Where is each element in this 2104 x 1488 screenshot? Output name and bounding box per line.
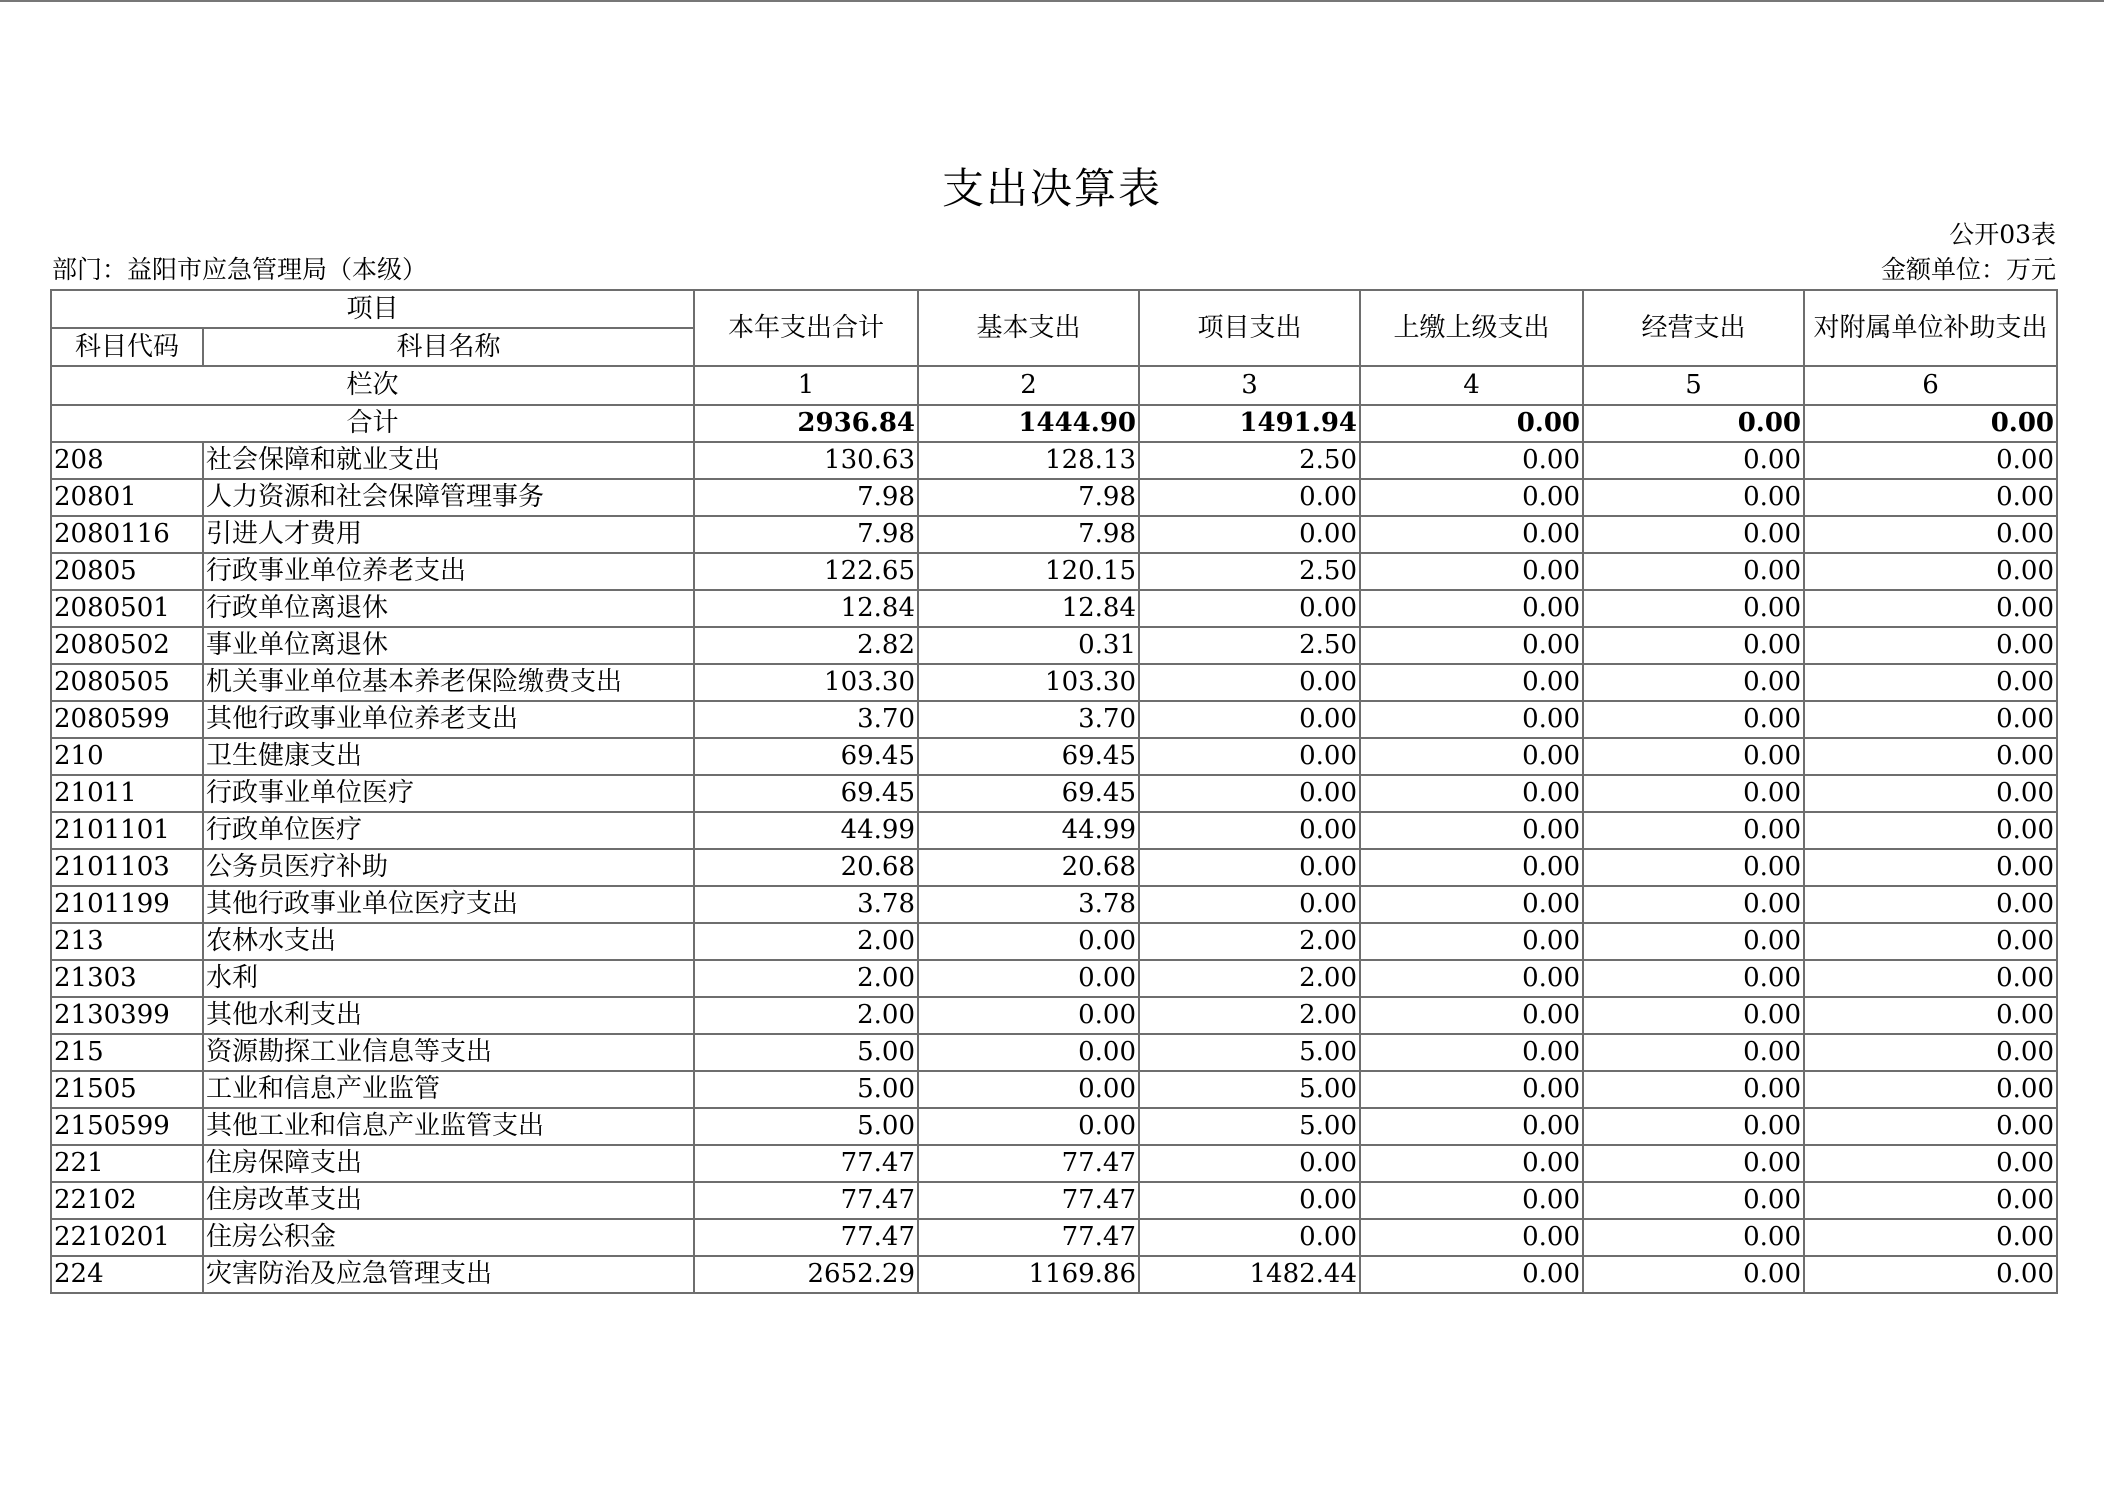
subject-name: 引进人才费用 <box>203 516 694 553</box>
amount-cell: 77.47 <box>918 1145 1139 1182</box>
form-number: 公开03表 <box>1949 220 2056 249</box>
amount-cell: 0.00 <box>1804 960 2057 997</box>
report-title: 支出决算表 <box>941 164 1162 213</box>
amount-cell: 0.00 <box>1804 886 2057 923</box>
total-value: 0.00 <box>1360 405 1583 442</box>
subject-code: 221 <box>51 1145 203 1182</box>
amount-cell: 0.00 <box>1139 812 1360 849</box>
table-row <box>51 1256 2057 1293</box>
amount-cell: 2.82 <box>694 627 918 664</box>
amount-cell: 0.00 <box>1360 960 1583 997</box>
amount-cell: 2652.29 <box>694 1256 918 1293</box>
amount-cell: 3.78 <box>918 886 1139 923</box>
total-value: 0.00 <box>1804 405 2057 442</box>
subject-name: 其他行政事业单位医疗支出 <box>203 886 694 923</box>
amount-cell: 0.00 <box>1583 1256 1804 1293</box>
amount-cell: 0.00 <box>1583 664 1804 701</box>
header-name: 科目名称 <box>203 328 694 366</box>
amount-cell: 0.00 <box>1583 775 1804 812</box>
amount-cell: 0.00 <box>1804 553 2057 590</box>
amount-cell: 103.30 <box>694 664 918 701</box>
total-value: 1444.90 <box>918 405 1139 442</box>
amount-cell: 20.68 <box>694 849 918 886</box>
column-number: 1 <box>694 366 918 405</box>
amount-cell: 69.45 <box>694 738 918 775</box>
subject-name: 资源勘探工业信息等支出 <box>203 1034 694 1071</box>
subject-name: 社会保障和就业支出 <box>203 442 694 479</box>
subject-code: 2101101 <box>51 812 203 849</box>
amount-cell: 5.00 <box>694 1034 918 1071</box>
amount-cell: 44.99 <box>694 812 918 849</box>
amount-cell: 0.00 <box>1139 590 1360 627</box>
subject-code: 2101199 <box>51 886 203 923</box>
amount-cell: 0.00 <box>1804 701 2057 738</box>
subject-name: 水利 <box>203 960 694 997</box>
amount-cell: 20.68 <box>918 849 1139 886</box>
amount-cell: 0.00 <box>1804 997 2057 1034</box>
amount-cell: 0.00 <box>1139 886 1360 923</box>
amount-cell: 7.98 <box>918 516 1139 553</box>
table-row <box>51 1071 2057 1108</box>
table-row <box>51 479 2057 516</box>
total-value: 1491.94 <box>1139 405 1360 442</box>
top-border-line <box>0 0 2104 2</box>
subject-code: 20801 <box>51 479 203 516</box>
table-row <box>51 849 2057 886</box>
amount-cell: 0.00 <box>1804 1034 2057 1071</box>
amount-cell: 69.45 <box>694 775 918 812</box>
amount-cell: 0.00 <box>1583 1071 1804 1108</box>
amount-cell: 3.78 <box>694 886 918 923</box>
amount-cell: 77.47 <box>694 1145 918 1182</box>
subject-name: 其他水利支出 <box>203 997 694 1034</box>
subject-code: 20805 <box>51 553 203 590</box>
header-item: 项目 <box>51 290 694 328</box>
amount-cell: 0.00 <box>1804 1182 2057 1219</box>
amount-cell: 3.70 <box>918 701 1139 738</box>
amount-cell: 0.00 <box>1139 664 1360 701</box>
amount-cell: 0.00 <box>1360 1219 1583 1256</box>
amount-cell: 0.00 <box>1583 627 1804 664</box>
amount-cell: 77.47 <box>694 1219 918 1256</box>
subject-name: 其他工业和信息产业监管支出 <box>203 1108 694 1145</box>
amount-cell: 0.00 <box>1139 738 1360 775</box>
amount-cell: 0.00 <box>1360 1145 1583 1182</box>
subject-code: 2130399 <box>51 997 203 1034</box>
table-row <box>51 1145 2057 1182</box>
subject-name: 工业和信息产业监管 <box>203 1071 694 1108</box>
subject-name: 住房改革支出 <box>203 1182 694 1219</box>
column-number: 5 <box>1583 366 1804 405</box>
amount-cell: 0.00 <box>1360 886 1583 923</box>
header-code: 科目代码 <box>51 328 203 366</box>
subject-name: 农林水支出 <box>203 923 694 960</box>
amount-cell: 103.30 <box>918 664 1139 701</box>
subject-code: 21505 <box>51 1071 203 1108</box>
amount-cell: 0.00 <box>1139 849 1360 886</box>
amount-cell: 1169.86 <box>918 1256 1139 1293</box>
amount-cell: 128.13 <box>918 442 1139 479</box>
subject-name: 人力资源和社会保障管理事务 <box>203 479 694 516</box>
amount-cell: 0.00 <box>1583 553 1804 590</box>
amount-cell: 0.00 <box>1583 738 1804 775</box>
amount-cell: 5.00 <box>694 1071 918 1108</box>
amount-cell: 0.00 <box>1360 553 1583 590</box>
total-value: 0.00 <box>1583 405 1804 442</box>
column-number-row <box>51 366 2057 405</box>
subject-name: 行政事业单位养老支出 <box>203 553 694 590</box>
amount-cell: 0.00 <box>918 923 1139 960</box>
subject-name: 灾害防治及应急管理支出 <box>203 1256 694 1293</box>
table-row <box>51 886 2057 923</box>
amount-cell: 77.47 <box>694 1182 918 1219</box>
subject-code: 21011 <box>51 775 203 812</box>
amount-cell: 0.00 <box>1360 1108 1583 1145</box>
subject-name: 行政单位离退休 <box>203 590 694 627</box>
amount-cell: 0.00 <box>1139 1219 1360 1256</box>
header-col-operating: 经营支出 <box>1583 290 1804 366</box>
header-col-basic: 基本支出 <box>918 290 1139 366</box>
amount-cell: 0.00 <box>1360 738 1583 775</box>
subject-name: 公务员医疗补助 <box>203 849 694 886</box>
subject-code: 210 <box>51 738 203 775</box>
table-row <box>51 1108 2057 1145</box>
amount-cell: 77.47 <box>918 1182 1139 1219</box>
amount-cell: 122.65 <box>694 553 918 590</box>
amount-cell: 0.00 <box>1360 442 1583 479</box>
table-row <box>51 997 2057 1034</box>
table-row <box>51 923 2057 960</box>
subject-name: 住房公积金 <box>203 1219 694 1256</box>
subject-code: 2101103 <box>51 849 203 886</box>
header-col-remit: 上缴上级支出 <box>1360 290 1583 366</box>
amount-cell: 0.00 <box>1583 1182 1804 1219</box>
amount-cell: 0.00 <box>1139 701 1360 738</box>
amount-cell: 120.15 <box>918 553 1139 590</box>
amount-cell: 0.00 <box>1583 960 1804 997</box>
table-row <box>51 738 2057 775</box>
table-row <box>51 775 2057 812</box>
amount-cell: 2.00 <box>1139 960 1360 997</box>
amount-cell: 69.45 <box>918 738 1139 775</box>
amount-cell: 0.00 <box>1804 627 2057 664</box>
amount-cell: 0.00 <box>918 1071 1139 1108</box>
header-row-1 <box>51 290 2057 328</box>
amount-cell: 0.00 <box>1360 1034 1583 1071</box>
amount-cell: 0.00 <box>1804 812 2057 849</box>
amount-cell: 0.00 <box>1360 516 1583 553</box>
subject-code: 2210201 <box>51 1219 203 1256</box>
amount-cell: 0.00 <box>1139 1182 1360 1219</box>
row-label: 栏次 <box>51 366 694 405</box>
total-row <box>51 405 2057 442</box>
amount-cell: 0.00 <box>1583 1034 1804 1071</box>
amount-cell: 0.00 <box>1583 516 1804 553</box>
subject-code: 2080501 <box>51 590 203 627</box>
table-row <box>51 812 2057 849</box>
amount-cell: 44.99 <box>918 812 1139 849</box>
subject-code: 215 <box>51 1034 203 1071</box>
amount-cell: 0.00 <box>1360 775 1583 812</box>
amount-cell: 0.00 <box>1583 886 1804 923</box>
amount-cell: 0.00 <box>1139 1145 1360 1182</box>
column-number: 6 <box>1804 366 2057 405</box>
amount-cell: 0.00 <box>1360 923 1583 960</box>
amount-cell: 0.00 <box>1583 1219 1804 1256</box>
amount-cell: 5.00 <box>1139 1071 1360 1108</box>
amount-cell: 0.00 <box>1804 738 2057 775</box>
amount-cell: 7.98 <box>694 479 918 516</box>
header-col-project: 项目支出 <box>1139 290 1360 366</box>
subject-name: 其他行政事业单位养老支出 <box>203 701 694 738</box>
amount-cell: 0.00 <box>1804 849 2057 886</box>
amount-cell: 0.00 <box>1583 849 1804 886</box>
amount-cell: 0.00 <box>1583 442 1804 479</box>
amount-cell: 12.84 <box>694 590 918 627</box>
amount-cell: 0.00 <box>1583 812 1804 849</box>
amount-cell: 2.00 <box>694 960 918 997</box>
amount-cell: 0.31 <box>918 627 1139 664</box>
total-value: 2936.84 <box>694 405 918 442</box>
amount-cell: 0.00 <box>1583 997 1804 1034</box>
table-row <box>51 590 2057 627</box>
table-row <box>51 553 2057 590</box>
amount-cell: 69.45 <box>918 775 1139 812</box>
amount-cell: 0.00 <box>918 1034 1139 1071</box>
column-number: 3 <box>1139 366 1360 405</box>
amount-cell: 5.00 <box>1139 1034 1360 1071</box>
amount-cell: 0.00 <box>1360 664 1583 701</box>
total-label: 合计 <box>51 405 694 442</box>
amount-cell: 2.00 <box>1139 923 1360 960</box>
amount-cell: 0.00 <box>1583 590 1804 627</box>
subject-code: 224 <box>51 1256 203 1293</box>
amount-cell: 0.00 <box>1583 701 1804 738</box>
amount-cell: 0.00 <box>1139 775 1360 812</box>
amount-cell: 0.00 <box>1583 1108 1804 1145</box>
subject-code: 2080599 <box>51 701 203 738</box>
subject-name: 事业单位离退休 <box>203 627 694 664</box>
subject-code: 208 <box>51 442 203 479</box>
amount-cell: 0.00 <box>1804 442 2057 479</box>
amount-cell: 0.00 <box>1360 590 1583 627</box>
amount-cell: 0.00 <box>1804 1219 2057 1256</box>
amount-cell: 0.00 <box>1804 775 2057 812</box>
amount-cell: 0.00 <box>918 997 1139 1034</box>
subject-code: 213 <box>51 923 203 960</box>
amount-cell: 2.50 <box>1139 627 1360 664</box>
amount-cell: 0.00 <box>1583 923 1804 960</box>
amount-cell: 0.00 <box>1804 590 2057 627</box>
table-row <box>51 627 2057 664</box>
subject-code: 2150599 <box>51 1108 203 1145</box>
subject-name: 行政事业单位医疗 <box>203 775 694 812</box>
amount-cell: 130.63 <box>694 442 918 479</box>
subject-name: 住房保障支出 <box>203 1145 694 1182</box>
subject-code: 2080116 <box>51 516 203 553</box>
amount-cell: 2.50 <box>1139 442 1360 479</box>
column-number: 4 <box>1360 366 1583 405</box>
table-row <box>51 701 2057 738</box>
amount-cell: 0.00 <box>918 960 1139 997</box>
amount-cell: 0.00 <box>1360 997 1583 1034</box>
amount-cell: 0.00 <box>1360 627 1583 664</box>
amount-cell: 0.00 <box>1804 1256 2057 1293</box>
amount-cell: 1482.44 <box>1139 1256 1360 1293</box>
table-row <box>51 1182 2057 1219</box>
amount-cell: 0.00 <box>1360 849 1583 886</box>
subject-name: 机关事业单位基本养老保险缴费支出 <box>203 664 694 701</box>
table-row <box>51 1219 2057 1256</box>
amount-cell: 0.00 <box>1804 479 2057 516</box>
subject-code: 21303 <box>51 960 203 997</box>
table-row <box>51 960 2057 997</box>
amount-cell: 7.98 <box>694 516 918 553</box>
amount-cell: 2.00 <box>1139 997 1360 1034</box>
amount-cell: 0.00 <box>1583 479 1804 516</box>
amount-cell: 77.47 <box>918 1219 1139 1256</box>
amount-cell: 5.00 <box>694 1108 918 1145</box>
amount-cell: 12.84 <box>918 590 1139 627</box>
subject-name: 行政单位医疗 <box>203 812 694 849</box>
amount-cell: 0.00 <box>1360 1182 1583 1219</box>
amount-cell: 2.00 <box>694 923 918 960</box>
header-col-total: 本年支出合计 <box>694 290 918 366</box>
amount-cell: 0.00 <box>1804 1145 2057 1182</box>
amount-cell: 0.00 <box>1360 812 1583 849</box>
subject-code: 2080502 <box>51 627 203 664</box>
amount-cell: 0.00 <box>1360 701 1583 738</box>
amount-cell: 0.00 <box>1804 516 2057 553</box>
amount-cell: 2.00 <box>694 997 918 1034</box>
subject-code: 2080505 <box>51 664 203 701</box>
subject-code: 22102 <box>51 1182 203 1219</box>
amount-cell: 0.00 <box>1804 664 2057 701</box>
column-number: 2 <box>918 366 1139 405</box>
amount-unit-label: 金额单位：万元 <box>1880 255 2056 284</box>
expenditure-table <box>50 289 2058 1294</box>
amount-cell: 5.00 <box>1139 1108 1360 1145</box>
amount-cell: 0.00 <box>1360 1256 1583 1293</box>
amount-cell: 0.00 <box>1804 1071 2057 1108</box>
amount-cell: 0.00 <box>1804 923 2057 960</box>
amount-cell: 0.00 <box>1139 516 1360 553</box>
table-row <box>51 1034 2057 1071</box>
amount-cell: 0.00 <box>1360 479 1583 516</box>
amount-cell: 0.00 <box>918 1108 1139 1145</box>
amount-cell: 0.00 <box>1804 1108 2057 1145</box>
department-label: 部门：益阳市应急管理局（本级） <box>52 255 428 284</box>
amount-cell: 3.70 <box>694 701 918 738</box>
table-row <box>51 516 2057 553</box>
table-row <box>51 442 2057 479</box>
amount-cell: 7.98 <box>918 479 1139 516</box>
header-col-subsidy: 对附属单位补助支出 <box>1804 290 2057 366</box>
amount-cell: 0.00 <box>1360 1071 1583 1108</box>
amount-cell: 0.00 <box>1583 1145 1804 1182</box>
amount-cell: 2.50 <box>1139 553 1360 590</box>
table-row <box>51 664 2057 701</box>
subject-name: 卫生健康支出 <box>203 738 694 775</box>
amount-cell: 0.00 <box>1139 479 1360 516</box>
